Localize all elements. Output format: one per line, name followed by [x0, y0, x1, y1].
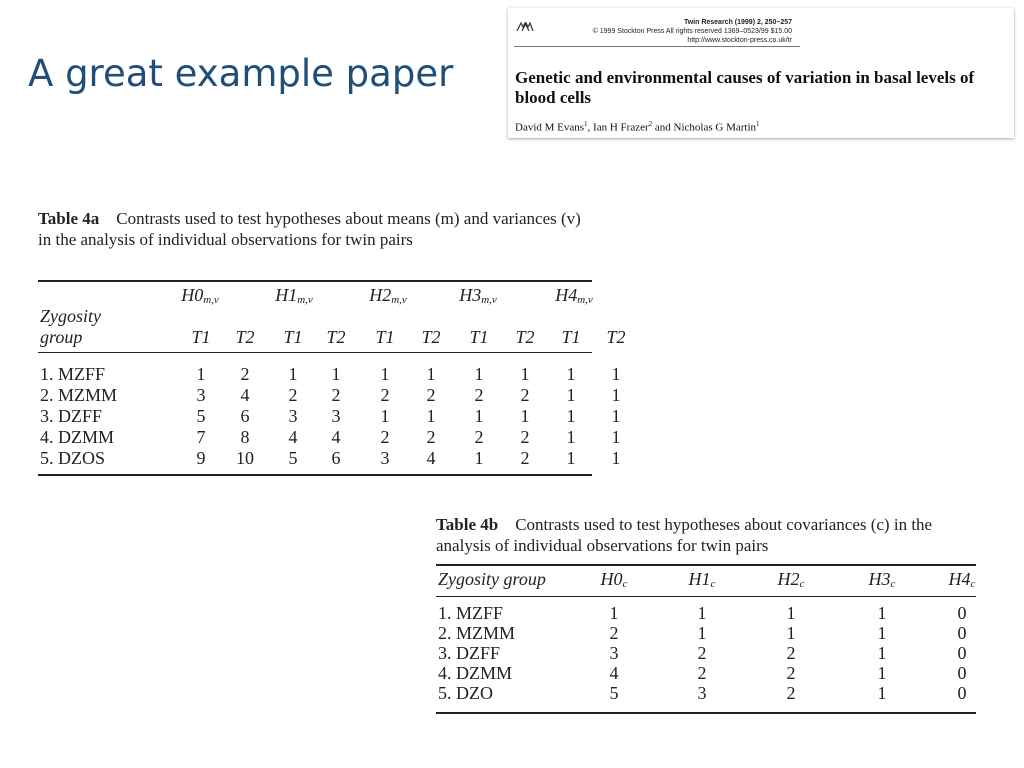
hypothesis-name: H2: [777, 569, 800, 589]
row-label: 1. MZFF: [40, 364, 106, 384]
author-affiliation: 1: [756, 120, 760, 128]
table-cell: 10: [236, 448, 254, 468]
row-label: 4. DZMM: [40, 427, 115, 447]
table-cell: 1: [786, 623, 796, 643]
table-cell: 3: [380, 448, 390, 468]
table-caption: [436, 514, 976, 556]
table-cell: 1: [611, 364, 621, 384]
hypothesis-header: [369, 285, 407, 306]
table-cell: 1: [380, 364, 390, 384]
table-label: Table 4b: [436, 515, 499, 534]
hypothesis-name: H1: [688, 569, 711, 589]
paper-title: Genetic and environmental causes of variation in basal levels of blood cells: [515, 68, 975, 107]
table-cell: 1: [609, 603, 619, 623]
hypothesis-header: [778, 569, 805, 590]
column-header: T1: [469, 327, 489, 347]
table-cell: 2: [697, 643, 707, 663]
journal-line-1: Twin Research (1999) 2, 250–257: [683, 19, 792, 26]
table-cell: 0: [957, 603, 967, 623]
table-cell: 1: [877, 603, 887, 623]
table-cell: 1: [786, 603, 796, 623]
table-cell: 1: [520, 364, 530, 384]
table-cell: 2: [426, 385, 436, 405]
column-header: T2: [515, 327, 535, 347]
table-cell: 6: [240, 406, 250, 426]
hypothesis-subscript: c: [890, 578, 896, 590]
table-cell: 1: [426, 406, 436, 426]
hypothesis-subscript: m,v: [297, 294, 313, 306]
row-label: 2. MZMM: [438, 623, 516, 643]
hypothesis-header: [869, 569, 896, 590]
hypothesis-name: H0: [600, 569, 623, 589]
table-cell: 5: [609, 683, 619, 703]
row-header-group: group: [40, 327, 83, 347]
table-cell: 2: [380, 427, 390, 447]
table-cell: 4: [426, 448, 436, 468]
table-label: Table 4a: [38, 209, 100, 228]
table-cell: 1: [877, 623, 887, 643]
hypothesis-header: [949, 569, 976, 590]
column-header: T1: [375, 327, 395, 347]
table-cell: 0: [957, 663, 967, 683]
hypothesis-name: H1: [275, 285, 298, 305]
hypothesis-subscript: m,v: [481, 294, 497, 306]
table-cell: 2: [786, 683, 796, 703]
table-rule: [436, 564, 976, 566]
table-cell: 1: [288, 364, 298, 384]
row-label: 5. DZO: [438, 683, 493, 703]
author-name: David M Evans: [515, 121, 585, 134]
table-cell: 2: [786, 643, 796, 663]
hypothesis-subscript: c: [799, 578, 805, 590]
table-cell: 3: [196, 385, 206, 405]
table-cell: 4: [609, 663, 619, 683]
table-rule: [38, 352, 592, 353]
table-cell: 1: [520, 406, 530, 426]
table-cell: 2: [697, 663, 707, 683]
table-cell: 2: [520, 385, 530, 405]
table-cell: 2: [331, 385, 341, 405]
hypothesis-header: [689, 569, 716, 590]
column-header: T2: [606, 327, 626, 347]
table-cell: 1: [697, 603, 707, 623]
row-label: 4. DZMM: [438, 663, 513, 683]
table-cell: 1: [566, 364, 576, 384]
table-4b: [436, 514, 976, 718]
column-header: T1: [191, 327, 211, 347]
table-cell: 4: [240, 385, 250, 405]
table-caption-text: Contrasts used to test hypotheses about means (m) and variances (v) in the analysis of individual observations for twin pairs: [38, 209, 581, 249]
hypothesis-subscript: c: [710, 578, 716, 590]
table-rule: [436, 712, 976, 714]
table-cell: 8: [240, 427, 250, 447]
hypothesis-name: H4: [555, 285, 578, 305]
table-cell: 1: [611, 406, 621, 426]
table-cell: 7: [196, 427, 206, 447]
table-cell: 3: [609, 643, 619, 663]
table-cell: 0: [957, 683, 967, 703]
table-cell: 1: [611, 448, 621, 468]
hypothesis-header: [181, 285, 219, 306]
table-cell: 1: [566, 427, 576, 447]
column-header: T1: [561, 327, 581, 347]
row-label: 1. MZFF: [438, 603, 504, 623]
publisher-logo-icon: [516, 22, 534, 32]
table-rule: [38, 474, 592, 476]
table-cell: 1: [426, 364, 436, 384]
table-rule: [38, 280, 592, 282]
journal-line-2: © 1999 Stockton Press All rights reserved 1369–0523/99 $15.00: [592, 28, 792, 35]
column-header: T1: [283, 327, 303, 347]
hypothesis-subscript: m,v: [203, 294, 219, 306]
table-cell: 2: [474, 427, 484, 447]
row-label: 3. DZFF: [438, 643, 501, 663]
table-cell: 3: [288, 406, 298, 426]
table-cell: 5: [196, 406, 206, 426]
journal-line-3: http://www.stockton-press.co.uk/tr: [687, 37, 792, 44]
table-cell: 1: [566, 448, 576, 468]
table-cell: 1: [611, 427, 621, 447]
hypothesis-header: [601, 569, 628, 590]
table-cell: 1: [566, 385, 576, 405]
table-cell: 1: [474, 406, 484, 426]
row-header: Zygosity group: [438, 569, 546, 589]
author-affiliation: 1: [584, 120, 588, 128]
header-divider: [514, 46, 800, 47]
table-cell: 1: [877, 663, 887, 683]
table-4a: [38, 208, 626, 478]
row-header-zygosity: Zygosity: [40, 306, 101, 326]
table-cell: 1: [331, 364, 341, 384]
author-affiliation: 2: [648, 120, 653, 128]
column-header: T2: [326, 327, 346, 347]
row-label: 5. DZOS: [40, 448, 106, 468]
table-cell: 1: [474, 448, 484, 468]
table-cell: 3: [697, 683, 707, 703]
row-label: 3. DZFF: [40, 406, 103, 426]
table-caption-text: Contrasts used to test hypotheses about covariances (c) in the analysis of individual observations for twin pairs: [436, 515, 933, 555]
table-cell: 1: [877, 643, 887, 663]
paper-header-excerpt: [508, 8, 1014, 138]
journal-citation: [593, 18, 792, 45]
table-cell: 2: [474, 385, 484, 405]
hypothesis-subscript: c: [970, 578, 976, 590]
table-cell: 5: [288, 448, 298, 468]
table-cell: 1: [566, 406, 576, 426]
table-cell: 2: [520, 427, 530, 447]
table-cell: 2: [426, 427, 436, 447]
table-cell: 4: [288, 427, 298, 447]
table-cell: 2: [786, 663, 796, 683]
table-cell: 1: [611, 385, 621, 405]
table-cell: 3: [331, 406, 341, 426]
hypothesis-subscript: c: [622, 578, 628, 590]
author-name: Nicholas G Martin: [673, 121, 757, 134]
table-cell: 1: [474, 364, 484, 384]
hypothesis-name: H0: [181, 285, 204, 305]
table-cell: 0: [957, 643, 967, 663]
author-name: Ian H Frazer: [593, 121, 649, 134]
hypothesis-name: H3: [868, 569, 891, 589]
table-cell: 0: [957, 623, 967, 643]
hypothesis-name: H2: [369, 285, 392, 305]
hypothesis-subscript: m,v: [391, 294, 407, 306]
row-label: 2. MZMM: [40, 385, 118, 405]
table-cell: 1: [697, 623, 707, 643]
hypothesis-name: H3: [459, 285, 482, 305]
table-caption: [38, 208, 592, 250]
column-header: T2: [235, 327, 255, 347]
table-cell: 9: [196, 448, 206, 468]
table-cell: 6: [331, 448, 341, 468]
table-cell: 2: [240, 364, 250, 384]
table-cell: 1: [380, 406, 390, 426]
hypothesis-name: H4: [948, 569, 971, 589]
column-header: T2: [421, 327, 441, 347]
table-cell: 2: [520, 448, 530, 468]
paper-authors: David M Evans$^1$, Ian H Frazer$^2$ and Nicholas G Martin$^1$: [515, 120, 760, 134]
slide-title: A great example paper: [28, 52, 454, 95]
table-cell: 4: [331, 427, 341, 447]
hypothesis-header: [275, 285, 313, 306]
table-cell: 1: [196, 364, 206, 384]
table-cell: 2: [609, 623, 619, 643]
table-cell: 2: [288, 385, 298, 405]
table-cell: 2: [380, 385, 390, 405]
hypothesis-header: [555, 285, 593, 306]
table-cell: 1: [877, 683, 887, 703]
table-rule: [436, 596, 976, 597]
hypothesis-header: [459, 285, 497, 306]
hypothesis-subscript: m,v: [577, 294, 593, 306]
